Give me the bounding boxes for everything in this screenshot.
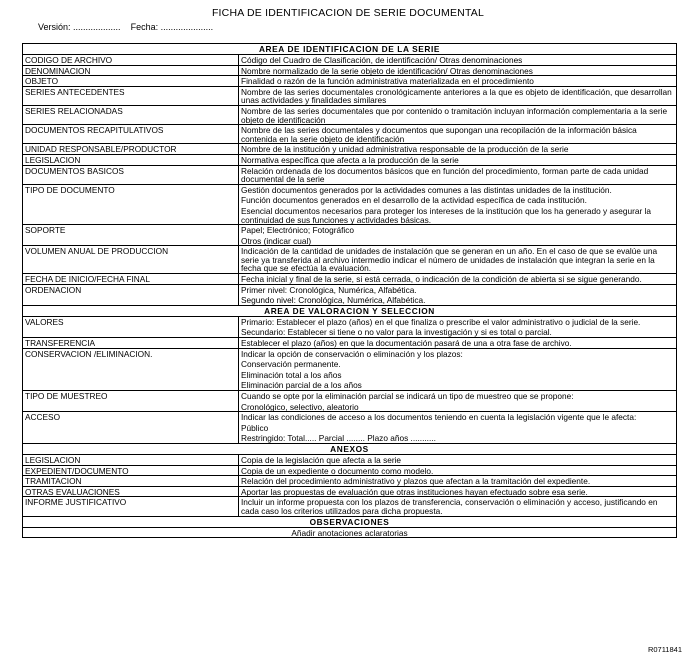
description-line: Indicar las condiciones de acceso a los documentos teniendo en cuenta la legislación vigente que le afecta: [241, 412, 637, 423]
field-row [23, 454, 677, 465]
description-line: Copia de un expediente o documento como modelo. [241, 465, 434, 476]
field-row [23, 55, 677, 66]
description-line: Cronológico, selectivo, aleatorio [241, 401, 359, 412]
field-description [239, 144, 677, 155]
section-title: ANEXOS [23, 443, 677, 454]
field-description [239, 225, 677, 246]
description-line: Papel; Electrónico; Fotográfico [241, 225, 354, 236]
field-row [23, 246, 677, 274]
section-title: OBSERVACIONES [23, 516, 677, 527]
description-line: Indicar la opción de conservación o eliminación y los plazos: [241, 348, 463, 359]
field-description [239, 184, 677, 224]
date-label: Fecha: ..................... [130, 22, 214, 32]
field-row [23, 105, 677, 124]
field-description [239, 76, 677, 87]
description-line: Copia de la legislación que afecta a la serie [241, 454, 402, 465]
field-row [23, 497, 677, 516]
observations-note: Añadir anotaciones aclaratorias [23, 527, 677, 538]
description-line: Establecer el plazo (años) en que la documentación pasará de una a otra fase de archivo. [241, 338, 572, 349]
description-line: Fecha inicial y final de la serie, si está cerrada, o indicación de la condición de abierta si se sigue generando. [241, 274, 642, 285]
field-row [23, 65, 677, 76]
field-label: DOCUMENTOS BASICOS [23, 165, 239, 184]
field-label: OBJETO [23, 76, 239, 87]
field-description [239, 454, 677, 465]
version-date-line [38, 22, 213, 32]
field-label: LEGISLACION [23, 154, 239, 165]
description-line: Cuando se opte por la eliminación parcial se indicará un tipo de muestreo que se propone: [241, 391, 574, 401]
description-line: Otros (indicar cual) [241, 235, 312, 246]
field-row [23, 348, 677, 390]
description-line: Conservación permanente. [241, 359, 341, 370]
field-row [23, 154, 677, 165]
field-description [239, 246, 677, 274]
description-line: Código del Cuadro de Clasificación, de identificación/ Otras denominaciones [241, 55, 523, 65]
field-label: TRAMITACION [23, 476, 239, 487]
description-line: Incluir un informe propuesta con los plazos de transferencia, conservación o eliminación y acceso, justificando en cada caso los criterios utilizados para dicha propuesta. [241, 497, 658, 516]
description-line: Restringido: Total..... Parcial ........ Plazo años ........... [241, 433, 436, 444]
field-label: SERIES RELACIONADAS [23, 105, 239, 124]
field-description [239, 125, 677, 144]
field-row [23, 125, 677, 144]
description-line: Función documentos generados en el desarrollo de la actividad específica de cada institución. [241, 195, 587, 206]
field-description [239, 338, 677, 349]
field-row [23, 338, 677, 349]
version-label: Versión: ................... [38, 22, 121, 32]
field-label: OTRAS EVALUACIONES [23, 486, 239, 497]
description-line: Nombre de la institución y unidad administrativa responsable de la producción de la serie [241, 144, 569, 155]
field-label: INFORME JUSTIFICATIVO [23, 497, 239, 516]
field-row [23, 76, 677, 87]
description-line: Normativa específica que afecta a la producción de la serie [241, 154, 459, 165]
description-line: Público [241, 422, 269, 433]
description-line: Finalidad o razón de la función administrativa materializada en el procedimiento [241, 76, 534, 87]
description-line: Eliminación total a los años [241, 369, 342, 380]
series-identification-table [22, 43, 677, 538]
field-label: SOPORTE [23, 225, 239, 246]
field-label: CONSERVACION /ELIMINACION. [23, 348, 239, 390]
description-line: Nombre normalizado de la serie objeto de identificación/ Otras denominaciones [241, 65, 533, 76]
description-line: Relación ordenada de los documentos básicos que en función del procedimiento, forman parte de cada unidad documental de la serie [241, 165, 649, 185]
field-row [23, 476, 677, 487]
field-label: SERIES ANTECEDENTES [23, 86, 239, 105]
field-description [239, 316, 677, 337]
description-line: Eliminación parcial de a los años [241, 380, 362, 391]
description-line: Nombre de las series documentales cronológicamente anteriores a la que es objeto de identificación, que desarrollan unas actividades y finalidades similares [241, 86, 672, 106]
field-description [239, 412, 677, 444]
field-description [239, 65, 677, 76]
section-header-row [23, 516, 677, 527]
description-line: Primario: Establecer el plazo (años) en el que finaliza o prescribe el valor administrativo o judicial de la serie. [241, 316, 641, 327]
description-line: Gestión documentos generados por la actividades comunes a las distintas unidades de la institución. [241, 184, 612, 195]
field-row [23, 86, 677, 105]
description-line: Aportar las propuestas de evaluación que otras instituciones hayan efectuado sobre esa serie. [241, 486, 588, 497]
description-line: Primer nivel: Cronológica, Numérica, Alfabética. [241, 284, 417, 295]
section-header-row [23, 305, 677, 316]
field-description [239, 86, 677, 105]
field-description [239, 348, 677, 390]
description-line: Relación del procedimiento administrativo y plazos que afectan a la tramitación del expediente. [241, 476, 591, 487]
field-description [239, 476, 677, 487]
field-label: TRANSFERENCIA [23, 338, 239, 349]
field-row [23, 391, 677, 412]
section-header-row [23, 443, 677, 454]
field-label: FECHA DE INICIO/FECHA FINAL [23, 274, 239, 285]
description-line: Indicación de la cantidad de unidades de instalación que se generan en un año. En el caso de que se evalúe una serie ya transferida al archivo intermedio indicar el número de unidades de instalación que integran la serie en la fecha que se efectúa la evaluación. [241, 246, 658, 274]
field-row [23, 165, 677, 184]
description-line: Secundario: Establecer si tiene o no valor para la investigación y si es total o parcial. [241, 327, 552, 338]
field-description [239, 274, 677, 285]
field-label: TIPO DE DOCUMENTO [23, 184, 239, 224]
field-row [23, 486, 677, 497]
field-label: ACCESO [23, 412, 239, 444]
description-line: Nombre de las series documentales que por contenido o tramitación incluyan información complementaria a la serie objeto de identificación [241, 105, 668, 125]
field-description [239, 165, 677, 184]
description-line: Nombre de las series documentales y documentos que supongan una recopilación de la información básica contenida en la serie objeto de identificación [241, 125, 637, 144]
field-label: DOCUMENTOS RECAPITULATIVOS [23, 125, 239, 144]
field-row [23, 412, 677, 444]
document-title: FICHA DE IDENTIFICACION DE SERIE DOCUMENTAL [211, 7, 485, 19]
field-label: UNIDAD RESPONSABLE/PRODUCTOR [23, 144, 239, 155]
section-title: AREA DE VALORACION Y SELECCION [23, 305, 677, 316]
field-label: DENOMINACION [23, 65, 239, 76]
field-description [239, 55, 677, 66]
field-row [23, 316, 677, 337]
field-description [239, 497, 677, 516]
field-label: VOLUMEN ANUAL DE PRODUCCION [23, 246, 239, 274]
field-row [23, 144, 677, 155]
description-line: Esencial documentos necesarios para proteger los intereses de la institución que los ha generado y asegurar la continuidad de sus funciones y actividades básicas. [241, 205, 652, 225]
field-description [239, 154, 677, 165]
description-line: Segundo nivel: Cronológica, Numérica, Alfabética. [241, 295, 426, 306]
observations-row [23, 527, 677, 538]
field-description [239, 105, 677, 124]
field-row [23, 284, 677, 305]
field-row [23, 274, 677, 285]
field-row [23, 465, 677, 476]
field-label: ORDENACION [23, 284, 239, 305]
field-label: VALORES [23, 316, 239, 337]
field-row [23, 225, 677, 246]
field-label: LEGISLACION [23, 454, 239, 465]
field-description [239, 486, 677, 497]
section-header-row [23, 44, 677, 55]
form-code: R0711841 [647, 645, 682, 654]
field-label: TIPO DE MUESTREO [23, 391, 239, 412]
field-description [239, 391, 677, 412]
section-title: AREA DE IDENTIFICACION DE LA SERIE [23, 44, 677, 55]
field-description [239, 284, 677, 305]
field-label: EXPEDIENT/DOCUMENTO [23, 465, 239, 476]
field-label: CODIGO DE ARCHIVO [23, 55, 239, 66]
field-description [239, 465, 677, 476]
field-row [23, 184, 677, 224]
